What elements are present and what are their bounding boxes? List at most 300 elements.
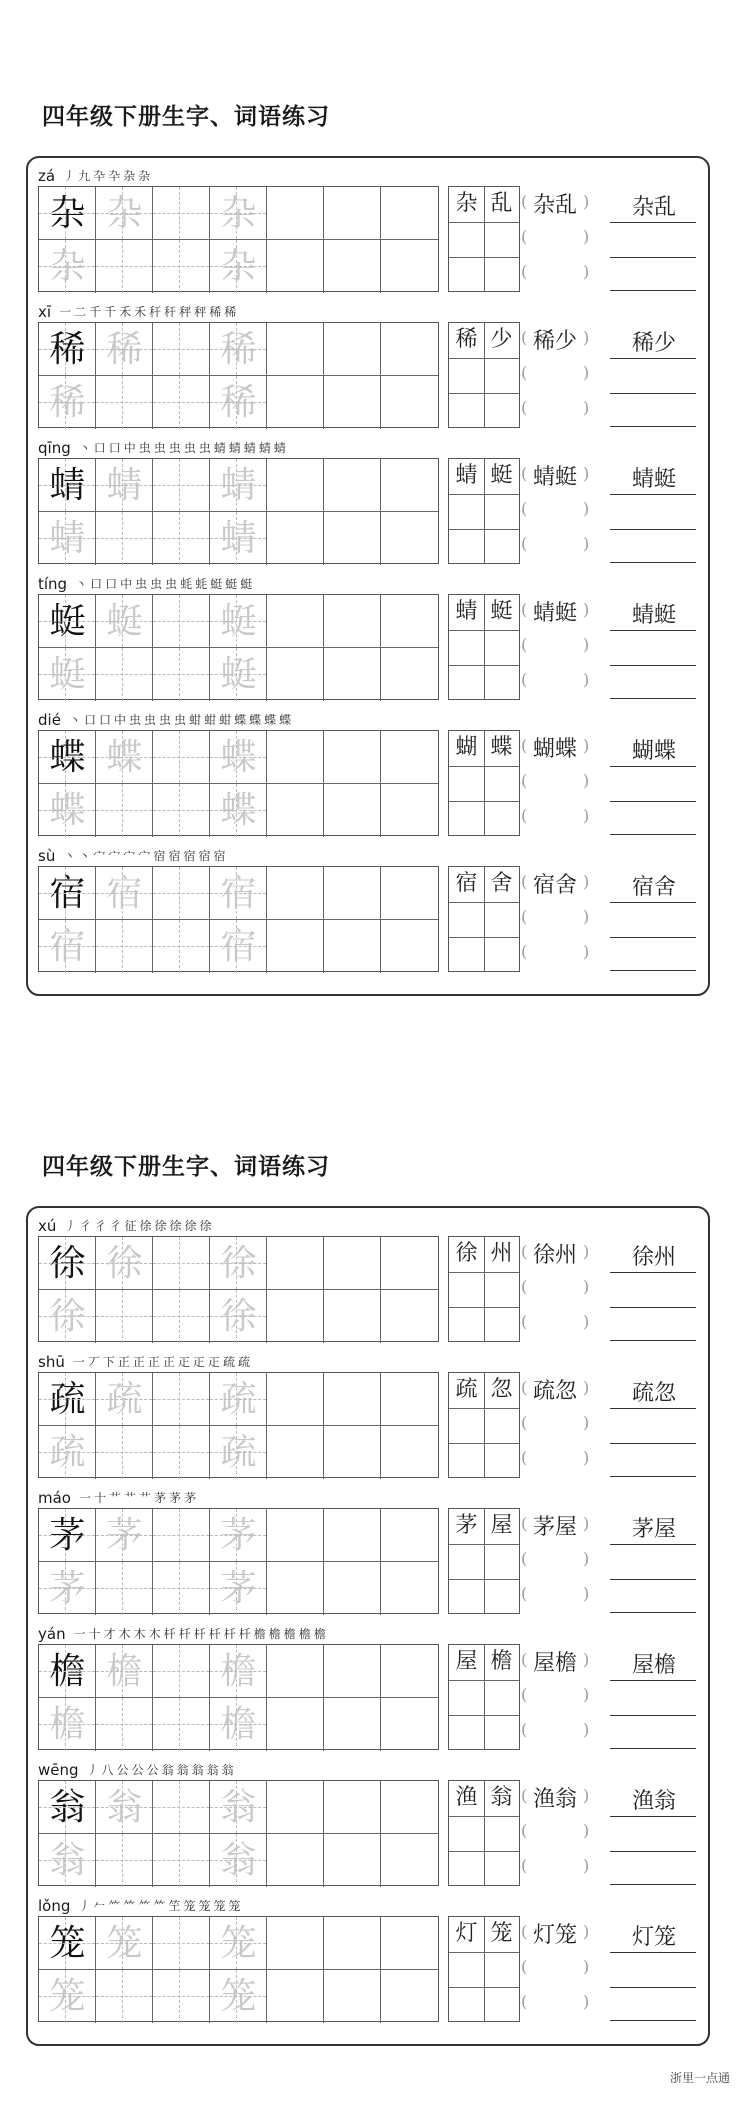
stroke-step: 征	[124, 1219, 137, 1233]
writing-cell[interactable]	[39, 1834, 96, 1887]
trace-character: 檐	[106, 1651, 143, 1692]
writing-cell[interactable]	[39, 1917, 96, 1970]
writing-cell[interactable]	[267, 1426, 324, 1479]
word-cell[interactable]	[484, 459, 519, 494]
writing-cell[interactable]	[381, 1698, 438, 1751]
writing-cell[interactable]	[267, 1781, 324, 1834]
writing-cell[interactable]	[96, 731, 153, 784]
writing-cell[interactable]	[96, 1698, 153, 1751]
trace-character: 徐	[220, 1296, 257, 1337]
stroke-step: 宀	[138, 849, 151, 863]
writing-cell[interactable]	[267, 595, 324, 648]
word-cell[interactable]	[449, 595, 484, 630]
writing-cell[interactable]	[381, 512, 438, 565]
writing-cell[interactable]	[324, 1509, 381, 1562]
stroke-step: 艹	[139, 1491, 152, 1505]
writing-cell[interactable]	[210, 1645, 267, 1698]
answer-underline[interactable]	[610, 1987, 696, 1988]
word-cell[interactable]	[449, 1645, 484, 1680]
word-cell[interactable]	[484, 1237, 519, 1272]
writing-cell[interactable]	[210, 376, 267, 429]
writing-cell[interactable]	[39, 1509, 96, 1562]
writing-cell[interactable]	[96, 1237, 153, 1290]
writing-cell[interactable]	[210, 459, 267, 512]
left-paren: (	[521, 907, 528, 926]
word-cell[interactable]	[484, 1373, 519, 1408]
writing-cell[interactable]	[210, 1373, 267, 1426]
writing-cell[interactable]	[96, 240, 153, 293]
answer-underline[interactable]	[610, 494, 696, 495]
writing-cell[interactable]	[39, 187, 96, 240]
writing-cell[interactable]	[324, 323, 381, 376]
pinyin-blank-column[interactable]	[521, 1780, 597, 1886]
writing-cell[interactable]	[381, 1426, 438, 1479]
writing-cell[interactable]	[324, 512, 381, 565]
writing-cell[interactable]	[210, 1970, 267, 2023]
writing-cell[interactable]	[153, 1562, 210, 1615]
word-cell[interactable]	[449, 867, 484, 902]
writing-cell[interactable]	[324, 731, 381, 784]
answer-underline[interactable]	[610, 1715, 696, 1716]
trace-character: 檐	[49, 1704, 86, 1745]
answer-underline[interactable]	[610, 393, 696, 394]
writing-cell[interactable]	[210, 240, 267, 293]
answer-underline[interactable]	[610, 1579, 696, 1580]
answer-underline[interactable]	[610, 2020, 696, 2021]
writing-cell[interactable]	[381, 920, 438, 973]
writing-cell[interactable]	[39, 1562, 96, 1615]
stroke-step: 丶	[78, 849, 91, 863]
writing-cell[interactable]	[381, 1509, 438, 1562]
stroke-step: 丿	[64, 1219, 77, 1233]
writing-cell[interactable]	[324, 920, 381, 973]
answer-underline[interactable]	[610, 257, 696, 258]
writing-cell[interactable]	[324, 1290, 381, 1343]
word-cell[interactable]	[484, 595, 519, 630]
writing-cell[interactable]	[153, 595, 210, 648]
writing-cell[interactable]	[96, 1509, 153, 1562]
answer-underline[interactable]	[610, 766, 696, 767]
word-cell[interactable]	[484, 187, 519, 222]
writing-cell[interactable]	[267, 920, 324, 973]
writing-cell[interactable]	[210, 187, 267, 240]
stroke-order-row	[38, 1759, 237, 1779]
writing-cell[interactable]	[381, 1970, 438, 2023]
writing-cell[interactable]	[153, 240, 210, 293]
writing-cell[interactable]	[381, 323, 438, 376]
writing-cell[interactable]	[324, 376, 381, 429]
writing-cell[interactable]	[210, 595, 267, 648]
writing-cell[interactable]	[381, 240, 438, 293]
writing-cell[interactable]	[381, 1237, 438, 1290]
writing-cell[interactable]	[96, 459, 153, 512]
answer-underline[interactable]	[610, 562, 696, 563]
writing-cell[interactable]	[267, 1373, 324, 1426]
right-paren: )	[583, 192, 590, 211]
right-paren: )	[583, 1312, 590, 1331]
writing-cell[interactable]	[381, 595, 438, 648]
word-cell[interactable]	[449, 1373, 484, 1408]
answer-underline[interactable]	[610, 1340, 696, 1341]
writing-cell[interactable]	[39, 459, 96, 512]
answer-underline[interactable]	[610, 1952, 696, 1953]
writing-cell[interactable]	[381, 1290, 438, 1343]
writing-cell[interactable]	[39, 512, 96, 565]
word-cell[interactable]	[484, 731, 519, 766]
answer-underline[interactable]	[610, 902, 696, 903]
writing-cell[interactable]	[324, 595, 381, 648]
writing-cell[interactable]	[96, 512, 153, 565]
writing-cell[interactable]	[39, 1290, 96, 1343]
answer-underline[interactable]	[610, 1748, 696, 1749]
writing-cell[interactable]	[153, 187, 210, 240]
writing-cell[interactable]	[381, 1781, 438, 1834]
pinyin-blank-column[interactable]	[521, 594, 597, 700]
writing-cell[interactable]	[381, 1834, 438, 1887]
writing-cell[interactable]	[267, 459, 324, 512]
writing-cell[interactable]	[39, 595, 96, 648]
writing-cell[interactable]	[324, 1645, 381, 1698]
stroke-step: 杄	[223, 1627, 236, 1641]
stroke-step: 虫	[135, 577, 148, 591]
right-paren: )	[583, 1821, 590, 1840]
writing-cell[interactable]	[39, 323, 96, 376]
word-cell[interactable]	[449, 1781, 484, 1816]
left-paren: (	[521, 227, 528, 246]
writing-cell[interactable]	[96, 1373, 153, 1426]
stroke-step: 丿	[78, 1899, 91, 1913]
writing-cell[interactable]	[96, 1781, 153, 1834]
writing-cell[interactable]	[153, 1373, 210, 1426]
writing-cell[interactable]	[153, 1698, 210, 1751]
word-character: 灯	[455, 1921, 478, 1946]
answer-underline[interactable]	[610, 665, 696, 666]
writing-cell[interactable]	[39, 731, 96, 784]
writing-cell[interactable]	[96, 867, 153, 920]
writing-cell[interactable]	[267, 648, 324, 701]
answer-underline[interactable]	[610, 358, 696, 359]
writing-cell[interactable]	[210, 731, 267, 784]
writing-cell[interactable]	[267, 1917, 324, 1970]
writing-cell[interactable]	[324, 1373, 381, 1426]
right-paren: )	[583, 942, 590, 961]
trace-character: 蝶	[220, 737, 257, 778]
writing-cell[interactable]	[267, 187, 324, 240]
answer-underline[interactable]	[610, 426, 696, 427]
writing-cell[interactable]	[210, 1237, 267, 1290]
writing-cell[interactable]	[153, 867, 210, 920]
writing-cell[interactable]	[153, 459, 210, 512]
model-character: 疏	[49, 1379, 86, 1420]
answer-underline[interactable]	[610, 970, 696, 971]
answer-underline[interactable]	[610, 222, 696, 223]
writing-cell[interactable]	[267, 1834, 324, 1887]
writing-cell[interactable]	[39, 1645, 96, 1698]
word-cell[interactable]	[484, 1645, 519, 1680]
writing-cell[interactable]	[267, 1290, 324, 1343]
writing-cell[interactable]	[39, 1373, 96, 1426]
pinyin-blank-column[interactable]	[521, 730, 597, 836]
word-cell[interactable]	[449, 1917, 484, 1952]
right-paren: )	[583, 534, 590, 553]
writing-cell[interactable]	[153, 1426, 210, 1479]
writing-cell[interactable]	[210, 1290, 267, 1343]
writing-cell[interactable]	[210, 1562, 267, 1615]
writing-cell[interactable]	[324, 867, 381, 920]
answer-underline[interactable]	[610, 1443, 696, 1444]
answer-underline[interactable]	[610, 1884, 696, 1885]
stroke-step: 虫	[198, 441, 211, 455]
word-cell[interactable]	[449, 1237, 484, 1272]
writing-cell[interactable]	[96, 1562, 153, 1615]
writing-cell[interactable]	[210, 784, 267, 837]
writing-cell[interactable]	[39, 1781, 96, 1834]
writing-cell[interactable]	[381, 1645, 438, 1698]
stroke-step: 虫	[168, 441, 181, 455]
stroke-step: 𤴓	[177, 1355, 190, 1369]
writing-cell[interactable]	[96, 1290, 153, 1343]
answer-underline[interactable]	[610, 529, 696, 530]
writing-cell[interactable]	[210, 867, 267, 920]
word-grid	[448, 1780, 520, 1886]
writing-cell[interactable]	[324, 1834, 381, 1887]
writing-cell[interactable]	[324, 1781, 381, 1834]
pinyin-blank-column[interactable]	[521, 322, 597, 428]
writing-cell[interactable]	[381, 459, 438, 512]
writing-cell[interactable]	[210, 1426, 267, 1479]
writing-cell[interactable]	[381, 731, 438, 784]
writing-cell[interactable]	[210, 920, 267, 973]
trace-character: 蜓	[220, 654, 257, 695]
writing-cell[interactable]	[210, 1698, 267, 1751]
writing-cell[interactable]	[267, 512, 324, 565]
writing-cell[interactable]	[96, 1970, 153, 2023]
writing-cell[interactable]	[267, 1509, 324, 1562]
writing-cell[interactable]	[153, 648, 210, 701]
pinyin-blank-column[interactable]	[521, 866, 597, 972]
word-cell[interactable]	[484, 867, 519, 902]
writing-cell[interactable]	[267, 323, 324, 376]
stroke-step: 蚶	[204, 713, 217, 727]
writing-cell[interactable]	[210, 512, 267, 565]
writing-cell[interactable]	[39, 1698, 96, 1751]
stroke-step: 一	[73, 1627, 86, 1641]
trace-character: 杂	[220, 193, 257, 234]
writing-cell[interactable]	[324, 648, 381, 701]
pinyin-blank-column[interactable]	[521, 1916, 597, 2022]
writing-cell[interactable]	[96, 187, 153, 240]
writing-cell[interactable]	[39, 648, 96, 701]
writing-cell[interactable]	[267, 1562, 324, 1615]
writing-cell[interactable]	[96, 648, 153, 701]
stroke-step: 徐	[154, 1219, 167, 1233]
word-character: 屋	[455, 1649, 478, 1674]
writing-cell[interactable]	[96, 920, 153, 973]
pinyin-blank-column[interactable]	[521, 1372, 597, 1478]
answer-underline[interactable]	[610, 1680, 696, 1681]
right-paren: )	[583, 1549, 590, 1568]
word-cell[interactable]	[449, 731, 484, 766]
writing-cell[interactable]	[324, 459, 381, 512]
writing-cell[interactable]	[267, 1698, 324, 1751]
writing-cell[interactable]	[324, 1237, 381, 1290]
word-cell[interactable]	[449, 1509, 484, 1544]
stroke-step: 秤	[194, 305, 207, 319]
answer-underline[interactable]	[610, 937, 696, 938]
writing-cell[interactable]	[153, 920, 210, 973]
trace-character: 翁	[220, 1840, 257, 1881]
writing-cell[interactable]	[39, 240, 96, 293]
word-cell[interactable]	[484, 323, 519, 358]
pinyin-blank-column[interactable]	[521, 458, 597, 564]
writing-cell[interactable]	[39, 1237, 96, 1290]
word-character: 蝴	[455, 735, 478, 760]
writing-cell[interactable]	[153, 731, 210, 784]
writing-cell[interactable]	[153, 376, 210, 429]
stroke-step: 彳	[94, 1219, 107, 1233]
pinyin-blank-column[interactable]	[521, 1236, 597, 1342]
writing-cell[interactable]	[324, 1917, 381, 1970]
writing-cell[interactable]	[267, 1645, 324, 1698]
writing-cell[interactable]	[267, 784, 324, 837]
writing-cell[interactable]	[381, 376, 438, 429]
writing-cell[interactable]	[153, 1237, 210, 1290]
writing-cell[interactable]	[153, 323, 210, 376]
writing-cell[interactable]	[324, 240, 381, 293]
right-paren: )	[583, 600, 590, 619]
left-paren: (	[521, 1277, 528, 1296]
answer-underline[interactable]	[610, 290, 696, 291]
trace-character: 茅	[106, 1515, 143, 1556]
writing-cell[interactable]	[96, 323, 153, 376]
writing-cell[interactable]	[39, 784, 96, 837]
writing-cell[interactable]	[96, 595, 153, 648]
writing-cell[interactable]	[153, 1917, 210, 1970]
stroke-step: 𤴓	[192, 1355, 205, 1369]
stroke-order-row	[38, 1351, 253, 1371]
writing-cell[interactable]	[96, 1834, 153, 1887]
writing-cell[interactable]	[210, 1834, 267, 1887]
answer-underline[interactable]	[610, 698, 696, 699]
writing-cell[interactable]	[210, 323, 267, 376]
writing-cell[interactable]	[324, 784, 381, 837]
word-cell[interactable]	[484, 1917, 519, 1952]
word-character: 蝶	[490, 735, 513, 760]
writing-cell[interactable]	[210, 1509, 267, 1562]
writing-cell[interactable]	[267, 240, 324, 293]
answer-underline[interactable]	[610, 1851, 696, 1852]
writing-cell[interactable]	[96, 376, 153, 429]
word-cell[interactable]	[484, 1509, 519, 1544]
writing-cell[interactable]	[210, 648, 267, 701]
right-paren: )	[583, 1277, 590, 1296]
writing-cell[interactable]	[153, 1970, 210, 2023]
writing-cell[interactable]	[96, 1917, 153, 1970]
answer-underline[interactable]	[610, 801, 696, 802]
answer-underline[interactable]	[610, 1612, 696, 1613]
answer-underline[interactable]	[610, 1307, 696, 1308]
word-grid	[448, 458, 520, 564]
writing-cell[interactable]	[381, 187, 438, 240]
stroke-step: 丶	[63, 849, 76, 863]
writing-cell[interactable]	[381, 1373, 438, 1426]
word-cell[interactable]	[449, 187, 484, 222]
writing-cell[interactable]	[324, 1698, 381, 1751]
writing-cell[interactable]	[39, 920, 96, 973]
writing-cell[interactable]	[39, 867, 96, 920]
writing-cell[interactable]	[96, 784, 153, 837]
writing-cell[interactable]	[96, 1645, 153, 1698]
writing-cell[interactable]	[210, 1917, 267, 1970]
trace-character: 蝶	[106, 737, 143, 778]
writing-cell[interactable]	[267, 376, 324, 429]
pinyin-blank-column[interactable]	[521, 186, 597, 292]
writing-cell[interactable]	[324, 1426, 381, 1479]
answer-underline[interactable]	[610, 834, 696, 835]
writing-cell[interactable]	[381, 867, 438, 920]
writing-cell[interactable]	[39, 1970, 96, 2023]
answer-underline[interactable]	[610, 1476, 696, 1477]
answer-underline[interactable]	[610, 1544, 696, 1545]
writing-cell[interactable]	[324, 187, 381, 240]
answer-underline[interactable]	[610, 1272, 696, 1273]
writing-cell[interactable]	[267, 731, 324, 784]
writing-cell[interactable]	[153, 1290, 210, 1343]
writing-cell[interactable]	[267, 1237, 324, 1290]
writing-cell[interactable]	[153, 1781, 210, 1834]
answer-underline[interactable]	[610, 630, 696, 631]
writing-cell[interactable]	[153, 1509, 210, 1562]
writing-cell[interactable]	[267, 867, 324, 920]
writing-cell[interactable]	[381, 1917, 438, 1970]
answer-underline[interactable]	[610, 1408, 696, 1409]
stroke-step: 十	[94, 1491, 107, 1505]
writing-cell[interactable]	[96, 1426, 153, 1479]
left-paren: (	[521, 1378, 528, 1397]
writing-cell[interactable]	[39, 376, 96, 429]
stroke-step: 稀	[209, 305, 222, 319]
practice-panel	[26, 1206, 710, 2046]
writing-cell[interactable]	[324, 1562, 381, 1615]
writing-cell[interactable]	[153, 1834, 210, 1887]
writing-cell[interactable]	[381, 648, 438, 701]
writing-cell[interactable]	[153, 1645, 210, 1698]
pinyin-blank-column[interactable]	[521, 1508, 597, 1614]
word-grid	[448, 866, 520, 972]
left-paren: (	[521, 1242, 528, 1261]
stroke-step: 丆	[87, 1355, 100, 1369]
word-cell[interactable]	[449, 323, 484, 358]
word-cell[interactable]	[449, 459, 484, 494]
pinyin-label: wēng	[38, 1760, 79, 1779]
writing-cell[interactable]	[381, 1562, 438, 1615]
character-entry	[28, 1892, 708, 2028]
stroke-step: 笼	[198, 1899, 211, 1913]
writing-cell[interactable]	[324, 1970, 381, 2023]
pinyin-blank-column[interactable]	[521, 1644, 597, 1750]
writing-cell[interactable]	[381, 784, 438, 837]
writing-cell[interactable]	[153, 512, 210, 565]
word-character: 蜻	[455, 599, 478, 624]
writing-cell[interactable]	[267, 1970, 324, 2023]
writing-cell[interactable]	[153, 784, 210, 837]
answer-underline[interactable]	[610, 1816, 696, 1817]
character-entry	[28, 1348, 708, 1484]
right-paren: )	[583, 262, 590, 281]
word-cell[interactable]	[484, 1781, 519, 1816]
writing-cell[interactable]	[210, 1781, 267, 1834]
writing-cell[interactable]	[39, 1426, 96, 1479]
